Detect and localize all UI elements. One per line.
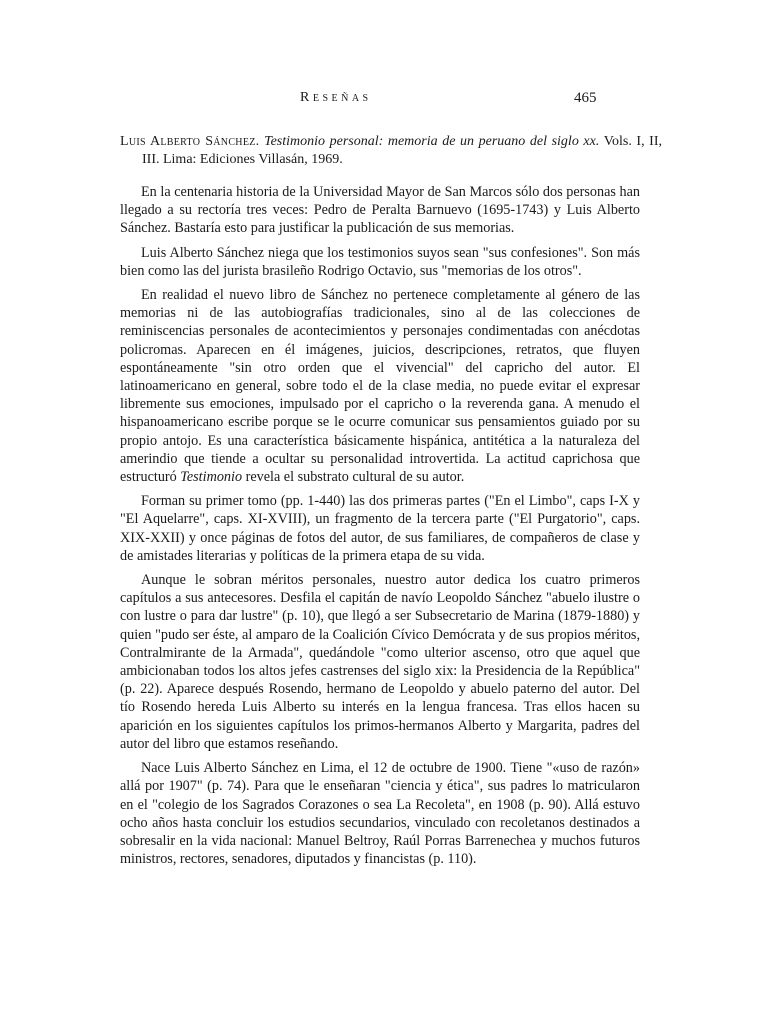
paragraph-3-part-b: revela el substrato cultural de su autor. <box>245 469 465 486</box>
page-number: 465 <box>574 90 597 106</box>
paragraph-2: Luis Alberto Sánchez niega que los testimonios suyos sean "sus confesiones". Son más bien como las del jurista brasileño Rodrigo Octavio, sus "memorias de los otros". <box>120 244 640 279</box>
citation-author: Luis Alberto Sánchez. <box>120 134 260 149</box>
review-body <box>120 183 640 874</box>
bibliographic-citation <box>120 133 662 169</box>
paragraph-1: En la centenaria historia de la Universidad Mayor de San Marcos sólo dos personas han llegado a su rectoría tres veces: Pedro de Peralta Barnuevo (1695-1743) y Luis Alberto Sánchez. Bastaría esto para justificar la publicación de sus memorias. <box>120 184 640 237</box>
paragraph-3-italic-title: Testimonio <box>180 469 243 486</box>
paragraph-5: Aunque le sobran méritos personales, nuestro autor dedica los cuatro primeros capítulos a sus antecesores. Desfila el capitán de navío Leopoldo Sánchez "abuelo ilustre o con lustre o para dar lustre" (p. 10), que llegó a ser Subsecretario de Marina (1879-1880) y quien "pudo ser éste, al amparo de la Coalición Cívico Demócrata y de sus propios méritos, Contralmirante de la Armada", quedándole "como ulterior ascenso, otro que aquel que ambicionaban todos los altos jefes castrenses del siglo xix: la Presidencia de la República" (p. 22). Aparece después Rosendo, hermano de Leopoldo y abuelo paterno del autor. Del tío Rosendo hereda Luis Alberto su interés en la lengua francesa. Tras ellos hacen su aparición en los siguientes capítulos los primos-hermanos Alberto y Margarita, padres del autor del libro que estamos reseñando. <box>120 572 640 752</box>
paragraph-3-part-a: En realidad el nuevo libro de Sánchez no pertenece completamente al género de las memorias ni de las autobiografías tradicionales, sino al de las colecciones de reminiscencias personales de acontecimientos y personajes condimentadas con anécdotas policromas. Aparecen en él imágenes, juicios, descripciones, retratos, que fluyen espontáneamente "sin otro orden que el vivencial" del capricho del autor. El latinoamericano en general, sobre todo el de la clase media, no puede evitar el expresar libremente sus emociones, impulsado por el capricho o la reverenda gana. A menudo el hispanoamericano escribe porque se le ocurre comunicar sus pensamientos guiado por su propio antojo. Es una característica básicamente hispánica, antitética a la naturaleza del amerindio que tiende a ocultar su personalidad introvertida. La actitud caprichosa que estructuró <box>120 287 640 486</box>
citation-details: Vols. I, II, III. Lima: Ediciones Villasán, 1969. <box>142 134 663 167</box>
section-title: Reseñas <box>300 90 372 105</box>
paragraph-4: Forman su primer tomo (pp. 1-440) las dos primeras partes ("En el Limbo", caps I-X y "El Aquelarre", caps. XI-XVIII), un fragmento de la tercera parte ("El Purgatorio", caps. XIX-XXII) y once páginas de fotos del autor, de sus familiares, de compañeros de clase y de amistades literarias y políticas de la primera etapa de su vida. <box>120 493 640 564</box>
paragraph-3 <box>120 286 640 486</box>
citation-title: Testimonio personal: memoria de un peruano del siglo xx. <box>264 134 600 149</box>
running-header <box>0 90 768 114</box>
paragraph-6: Nace Luis Alberto Sánchez en Lima, el 12 de octubre de 1900. Tiene "«uso de razón» allá por 1907" (p. 74). Para que le enseñaran "ciencia y ética", sus padres lo matricularon en el "colegio de los Sagrados Corazones o sea La Recoleta", en 1908 (p. 90). Allá estuvo ocho años hasta concluir los estudios secundarios, vinculado con recoletanos destinados a sobresalir en la vida nacional: Manuel Beltroy, Raúl Porras Barrenechea y muchos futuros ministros, rectores, senadores, diputados y financistas (p. 110). <box>120 760 640 868</box>
